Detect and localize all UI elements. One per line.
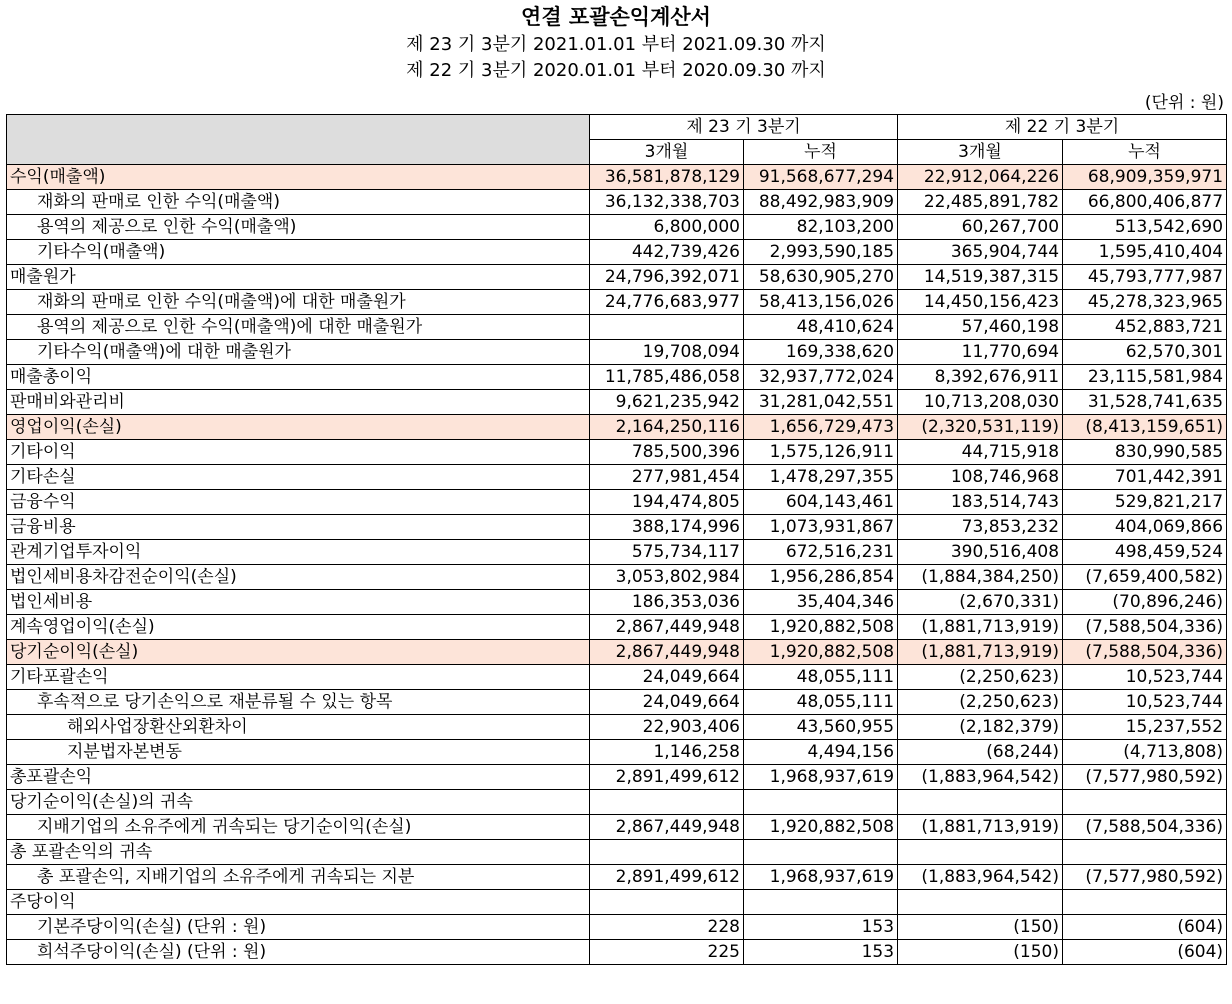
value-current-3month: 785,500,396 <box>590 440 744 465</box>
value-prior-cumulative: 1,595,410,404 <box>1063 240 1227 265</box>
value-current-cumulative <box>744 790 898 815</box>
value-current-cumulative: 1,920,882,508 <box>744 615 898 640</box>
row-label: 당기순이익(손실) <box>7 640 590 665</box>
value-current-cumulative: 1,656,729,473 <box>744 415 898 440</box>
value-prior-3month: (2,182,379) <box>898 715 1063 740</box>
table-row <box>7 415 1227 440</box>
value-prior-cumulative <box>1063 890 1227 915</box>
value-current-3month <box>590 890 744 915</box>
value-prior-3month <box>898 790 1063 815</box>
unit-note: (단위 : 원) <box>1144 93 1224 113</box>
value-current-3month: 36,132,338,703 <box>590 190 744 215</box>
value-current-3month: 2,867,449,948 <box>590 815 744 840</box>
value-prior-3month: (150) <box>898 915 1063 940</box>
table-row <box>7 540 1227 565</box>
value-prior-cumulative: 23,115,581,984 <box>1063 365 1227 390</box>
value-prior-3month: 14,519,387,315 <box>898 265 1063 290</box>
table-row <box>7 815 1227 840</box>
table-row <box>7 590 1227 615</box>
header-group-prior: 제 22 기 3분기 <box>898 115 1227 140</box>
row-label: 희석주당이익(손실) (단위 : 원) <box>7 940 590 965</box>
value-current-cumulative: 1,968,937,619 <box>744 865 898 890</box>
row-label: 법인세비용 <box>7 590 590 615</box>
value-current-cumulative: 88,492,983,909 <box>744 190 898 215</box>
value-current-cumulative <box>744 890 898 915</box>
value-current-3month: 6,800,000 <box>590 215 744 240</box>
row-label: 영업이익(손실) <box>7 415 590 440</box>
table-row <box>7 790 1227 815</box>
table-row <box>7 290 1227 315</box>
row-label: 지배기업의 소유주에게 귀속되는 당기순이익(손실) <box>7 815 590 840</box>
value-prior-cumulative <box>1063 790 1227 815</box>
value-prior-3month: 183,514,743 <box>898 490 1063 515</box>
value-current-3month: 225 <box>590 940 744 965</box>
value-current-3month: 24,796,392,071 <box>590 265 744 290</box>
value-current-3month: 3,053,802,984 <box>590 565 744 590</box>
value-current-3month: 11,785,486,058 <box>590 365 744 390</box>
value-prior-cumulative: 68,909,359,971 <box>1063 165 1227 190</box>
table-row <box>7 390 1227 415</box>
value-current-cumulative: 672,516,231 <box>744 540 898 565</box>
row-label: 후속적으로 당기손익으로 재분류될 수 있는 항목 <box>7 690 590 715</box>
header-corner <box>7 115 590 165</box>
table-row <box>7 915 1227 940</box>
row-label: 기타포괄손익 <box>7 665 590 690</box>
row-label: 용역의 제공으로 인한 수익(매출액)에 대한 매출원가 <box>7 315 590 340</box>
table-row <box>7 690 1227 715</box>
table-row <box>7 240 1227 265</box>
row-label: 기타수익(매출액)에 대한 매출원가 <box>7 340 590 365</box>
value-current-3month: 2,867,449,948 <box>590 615 744 640</box>
value-prior-cumulative: (604) <box>1063 915 1227 940</box>
value-current-cumulative: 1,478,297,355 <box>744 465 898 490</box>
table-row <box>7 515 1227 540</box>
value-current-3month: 277,981,454 <box>590 465 744 490</box>
value-current-3month: 2,867,449,948 <box>590 640 744 665</box>
row-label: 총 포괄손익, 지배기업의 소유주에게 귀속되는 지분 <box>7 865 590 890</box>
value-prior-3month: (1,881,713,919) <box>898 640 1063 665</box>
table-row <box>7 440 1227 465</box>
value-prior-3month: 365,904,744 <box>898 240 1063 265</box>
value-prior-cumulative: 513,542,690 <box>1063 215 1227 240</box>
value-current-3month: 19,708,094 <box>590 340 744 365</box>
value-current-3month <box>590 840 744 865</box>
row-label: 수익(매출액) <box>7 165 590 190</box>
value-current-cumulative: 153 <box>744 940 898 965</box>
value-prior-cumulative: 45,278,323,965 <box>1063 290 1227 315</box>
value-current-cumulative <box>744 840 898 865</box>
value-current-3month: 575,734,117 <box>590 540 744 565</box>
value-prior-cumulative: 62,570,301 <box>1063 340 1227 365</box>
value-prior-cumulative: (7,659,400,582) <box>1063 565 1227 590</box>
table-row <box>7 265 1227 290</box>
value-prior-cumulative: 66,800,406,877 <box>1063 190 1227 215</box>
table-row <box>7 640 1227 665</box>
row-label: 금융수익 <box>7 490 590 515</box>
value-current-3month: 2,891,499,612 <box>590 865 744 890</box>
table-row <box>7 840 1227 865</box>
row-label: 재화의 판매로 인한 수익(매출액)에 대한 매출원가 <box>7 290 590 315</box>
value-prior-cumulative: 45,793,777,987 <box>1063 265 1227 290</box>
value-prior-3month: (2,250,623) <box>898 665 1063 690</box>
value-current-3month: 2,891,499,612 <box>590 765 744 790</box>
value-prior-cumulative: 701,442,391 <box>1063 465 1227 490</box>
value-prior-cumulative: 498,459,524 <box>1063 540 1227 565</box>
value-current-3month: 9,621,235,942 <box>590 390 744 415</box>
value-prior-3month: 57,460,198 <box>898 315 1063 340</box>
value-current-cumulative: 91,568,677,294 <box>744 165 898 190</box>
header-current-3month: 3개월 <box>590 140 744 165</box>
row-label: 관계기업투자이익 <box>7 540 590 565</box>
value-current-cumulative: 82,103,200 <box>744 215 898 240</box>
value-current-3month: 442,739,426 <box>590 240 744 265</box>
value-current-cumulative: 48,055,111 <box>744 665 898 690</box>
value-current-cumulative: 31,281,042,551 <box>744 390 898 415</box>
value-prior-3month: 390,516,408 <box>898 540 1063 565</box>
value-current-3month: 186,353,036 <box>590 590 744 615</box>
value-prior-cumulative: 830,990,585 <box>1063 440 1227 465</box>
value-current-cumulative: 48,410,624 <box>744 315 898 340</box>
value-current-3month: 2,164,250,116 <box>590 415 744 440</box>
value-current-3month: 228 <box>590 915 744 940</box>
table-row <box>7 890 1227 915</box>
value-current-cumulative: 1,968,937,619 <box>744 765 898 790</box>
row-label: 계속영업이익(손실) <box>7 615 590 640</box>
value-prior-cumulative: (604) <box>1063 940 1227 965</box>
value-prior-3month: 60,267,700 <box>898 215 1063 240</box>
row-label: 기타수익(매출액) <box>7 240 590 265</box>
value-prior-3month: 73,853,232 <box>898 515 1063 540</box>
value-prior-3month: 14,450,156,423 <box>898 290 1063 315</box>
value-prior-3month: (1,883,964,542) <box>898 765 1063 790</box>
value-current-cumulative: 32,937,772,024 <box>744 365 898 390</box>
value-prior-3month: (1,881,713,919) <box>898 615 1063 640</box>
value-current-3month: 36,581,878,129 <box>590 165 744 190</box>
table-row <box>7 365 1227 390</box>
value-current-cumulative: 2,993,590,185 <box>744 240 898 265</box>
table-row <box>7 715 1227 740</box>
row-label: 판매비와관리비 <box>7 390 590 415</box>
value-current-cumulative: 1,920,882,508 <box>744 815 898 840</box>
value-prior-3month: 11,770,694 <box>898 340 1063 365</box>
value-current-cumulative: 43,560,955 <box>744 715 898 740</box>
value-prior-3month: 22,912,064,226 <box>898 165 1063 190</box>
table-row <box>7 165 1227 190</box>
value-prior-cumulative: 404,069,866 <box>1063 515 1227 540</box>
table-row <box>7 865 1227 890</box>
value-prior-cumulative: 15,237,552 <box>1063 715 1227 740</box>
value-current-cumulative: 4,494,156 <box>744 740 898 765</box>
row-label: 총 포괄손익의 귀속 <box>7 840 590 865</box>
table-body <box>7 165 1227 965</box>
header-group-current: 제 23 기 3분기 <box>590 115 898 140</box>
period-prior: 제 22 기 3분기 2020.01.01 부터 2020.09.30 까지 <box>406 60 826 81</box>
value-current-3month: 24,049,664 <box>590 690 744 715</box>
row-label: 기타이익 <box>7 440 590 465</box>
value-prior-cumulative: 529,821,217 <box>1063 490 1227 515</box>
table-row <box>7 940 1227 965</box>
header-current-cumulative: 누적 <box>744 140 898 165</box>
table-row <box>7 215 1227 240</box>
value-prior-3month <box>898 890 1063 915</box>
value-prior-3month: (1,883,964,542) <box>898 865 1063 890</box>
table-row <box>7 465 1227 490</box>
value-prior-cumulative: (4,713,808) <box>1063 740 1227 765</box>
value-prior-3month: (2,250,623) <box>898 690 1063 715</box>
value-current-3month: 22,903,406 <box>590 715 744 740</box>
value-prior-cumulative: (7,588,504,336) <box>1063 615 1227 640</box>
row-label: 총포괄손익 <box>7 765 590 790</box>
table-row <box>7 565 1227 590</box>
value-prior-cumulative: 10,523,744 <box>1063 665 1227 690</box>
value-current-3month <box>590 790 744 815</box>
value-current-cumulative: 35,404,346 <box>744 590 898 615</box>
value-current-cumulative: 1,073,931,867 <box>744 515 898 540</box>
value-current-3month: 24,049,664 <box>590 665 744 690</box>
value-current-cumulative: 169,338,620 <box>744 340 898 365</box>
value-current-cumulative: 48,055,111 <box>744 690 898 715</box>
value-prior-3month: (1,884,384,250) <box>898 565 1063 590</box>
table-row <box>7 665 1227 690</box>
value-prior-3month: 22,485,891,782 <box>898 190 1063 215</box>
value-prior-cumulative <box>1063 840 1227 865</box>
value-current-3month <box>590 315 744 340</box>
table-row <box>7 190 1227 215</box>
statement-title: 연결 포괄손익계산서 <box>521 5 711 29</box>
value-prior-cumulative: 10,523,744 <box>1063 690 1227 715</box>
row-label: 법인세비용차감전순이익(손실) <box>7 565 590 590</box>
value-current-3month: 1,146,258 <box>590 740 744 765</box>
table-row <box>7 315 1227 340</box>
row-label: 지분법자본변동 <box>7 740 590 765</box>
table-row <box>7 765 1227 790</box>
row-label: 해외사업장환산외환차이 <box>7 715 590 740</box>
value-current-cumulative: 1,956,286,854 <box>744 565 898 590</box>
value-prior-3month: 44,715,918 <box>898 440 1063 465</box>
value-current-cumulative: 58,413,156,026 <box>744 290 898 315</box>
value-prior-3month: (1,881,713,919) <box>898 815 1063 840</box>
table-row <box>7 740 1227 765</box>
value-prior-cumulative: (7,588,504,336) <box>1063 815 1227 840</box>
row-label: 주당이익 <box>7 890 590 915</box>
value-prior-3month: 108,746,968 <box>898 465 1063 490</box>
row-label: 매출총이익 <box>7 365 590 390</box>
income-statement-table <box>6 114 1227 965</box>
value-prior-cumulative: (70,896,246) <box>1063 590 1227 615</box>
row-label: 매출원가 <box>7 265 590 290</box>
value-current-cumulative: 1,920,882,508 <box>744 640 898 665</box>
value-current-3month: 388,174,996 <box>590 515 744 540</box>
table-header <box>7 115 1227 165</box>
value-prior-3month: 10,713,208,030 <box>898 390 1063 415</box>
value-current-cumulative: 153 <box>744 915 898 940</box>
header-prior-3month: 3개월 <box>898 140 1063 165</box>
value-prior-3month: (2,320,531,119) <box>898 415 1063 440</box>
statement-header <box>0 2 1232 84</box>
value-current-cumulative: 58,630,905,270 <box>744 265 898 290</box>
table-row <box>7 340 1227 365</box>
value-prior-cumulative: 31,528,741,635 <box>1063 390 1227 415</box>
value-prior-3month: (2,670,331) <box>898 590 1063 615</box>
value-current-3month: 194,474,805 <box>590 490 744 515</box>
row-label: 기본주당이익(손실) (단위 : 원) <box>7 915 590 940</box>
table-row <box>7 615 1227 640</box>
period-current: 제 23 기 3분기 2021.01.01 부터 2021.09.30 까지 <box>406 34 826 55</box>
value-current-cumulative: 1,575,126,911 <box>744 440 898 465</box>
value-prior-cumulative: (7,577,980,592) <box>1063 865 1227 890</box>
row-label: 금융비용 <box>7 515 590 540</box>
value-current-cumulative: 604,143,461 <box>744 490 898 515</box>
value-prior-3month: (68,244) <box>898 740 1063 765</box>
header-prior-cumulative: 누적 <box>1063 140 1227 165</box>
value-current-3month: 24,776,683,977 <box>590 290 744 315</box>
row-label: 당기순이익(손실)의 귀속 <box>7 790 590 815</box>
value-prior-3month: 8,392,676,911 <box>898 365 1063 390</box>
value-prior-cumulative: (8,413,159,651) <box>1063 415 1227 440</box>
value-prior-3month: (150) <box>898 940 1063 965</box>
row-label: 재화의 판매로 인한 수익(매출액) <box>7 190 590 215</box>
row-label: 기타손실 <box>7 465 590 490</box>
row-label: 용역의 제공으로 인한 수익(매출액) <box>7 215 590 240</box>
value-prior-cumulative: (7,588,504,336) <box>1063 640 1227 665</box>
value-prior-cumulative: 452,883,721 <box>1063 315 1227 340</box>
value-prior-cumulative: (7,577,980,592) <box>1063 765 1227 790</box>
value-prior-3month <box>898 840 1063 865</box>
table-row <box>7 490 1227 515</box>
